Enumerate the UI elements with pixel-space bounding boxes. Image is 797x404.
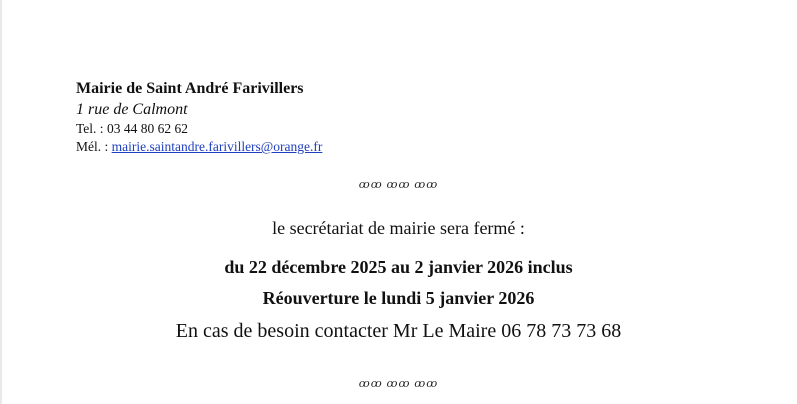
phone-line	[76, 120, 322, 138]
email-line	[76, 138, 322, 156]
email-label: Mél. :	[76, 139, 109, 154]
email-link[interactable]: mairie.saintandre.farivillers@orange.fr	[111, 139, 323, 154]
page-edge	[0, 0, 2, 404]
ornament-divider-bottom: ꝏꝏ ꝏꝏ ꝏꝏ	[358, 378, 439, 390]
org-name: Mairie de Saint André Farivillers	[76, 80, 304, 97]
ornament-divider-top: ꝏꝏ ꝏꝏ ꝏꝏ	[358, 179, 439, 191]
reopening-date: Réouverture le lundi 5 janvier 2026	[262, 288, 535, 308]
phone-number: 03 44 80 62 62	[106, 121, 188, 136]
phone-label: Tel. :	[76, 121, 104, 136]
notice-intro: le secrétariat de mairie sera fermé :	[272, 218, 525, 238]
emergency-contact: En cas de besoin contacter Mr Le Maire 06 78 73 73 68	[175, 320, 622, 342]
letterhead	[76, 78, 322, 156]
closure-dates: du 22 décembre 2025 au 2 janvier 2026 inclus	[224, 257, 573, 277]
address: 1 rue de Calmont	[76, 101, 188, 118]
